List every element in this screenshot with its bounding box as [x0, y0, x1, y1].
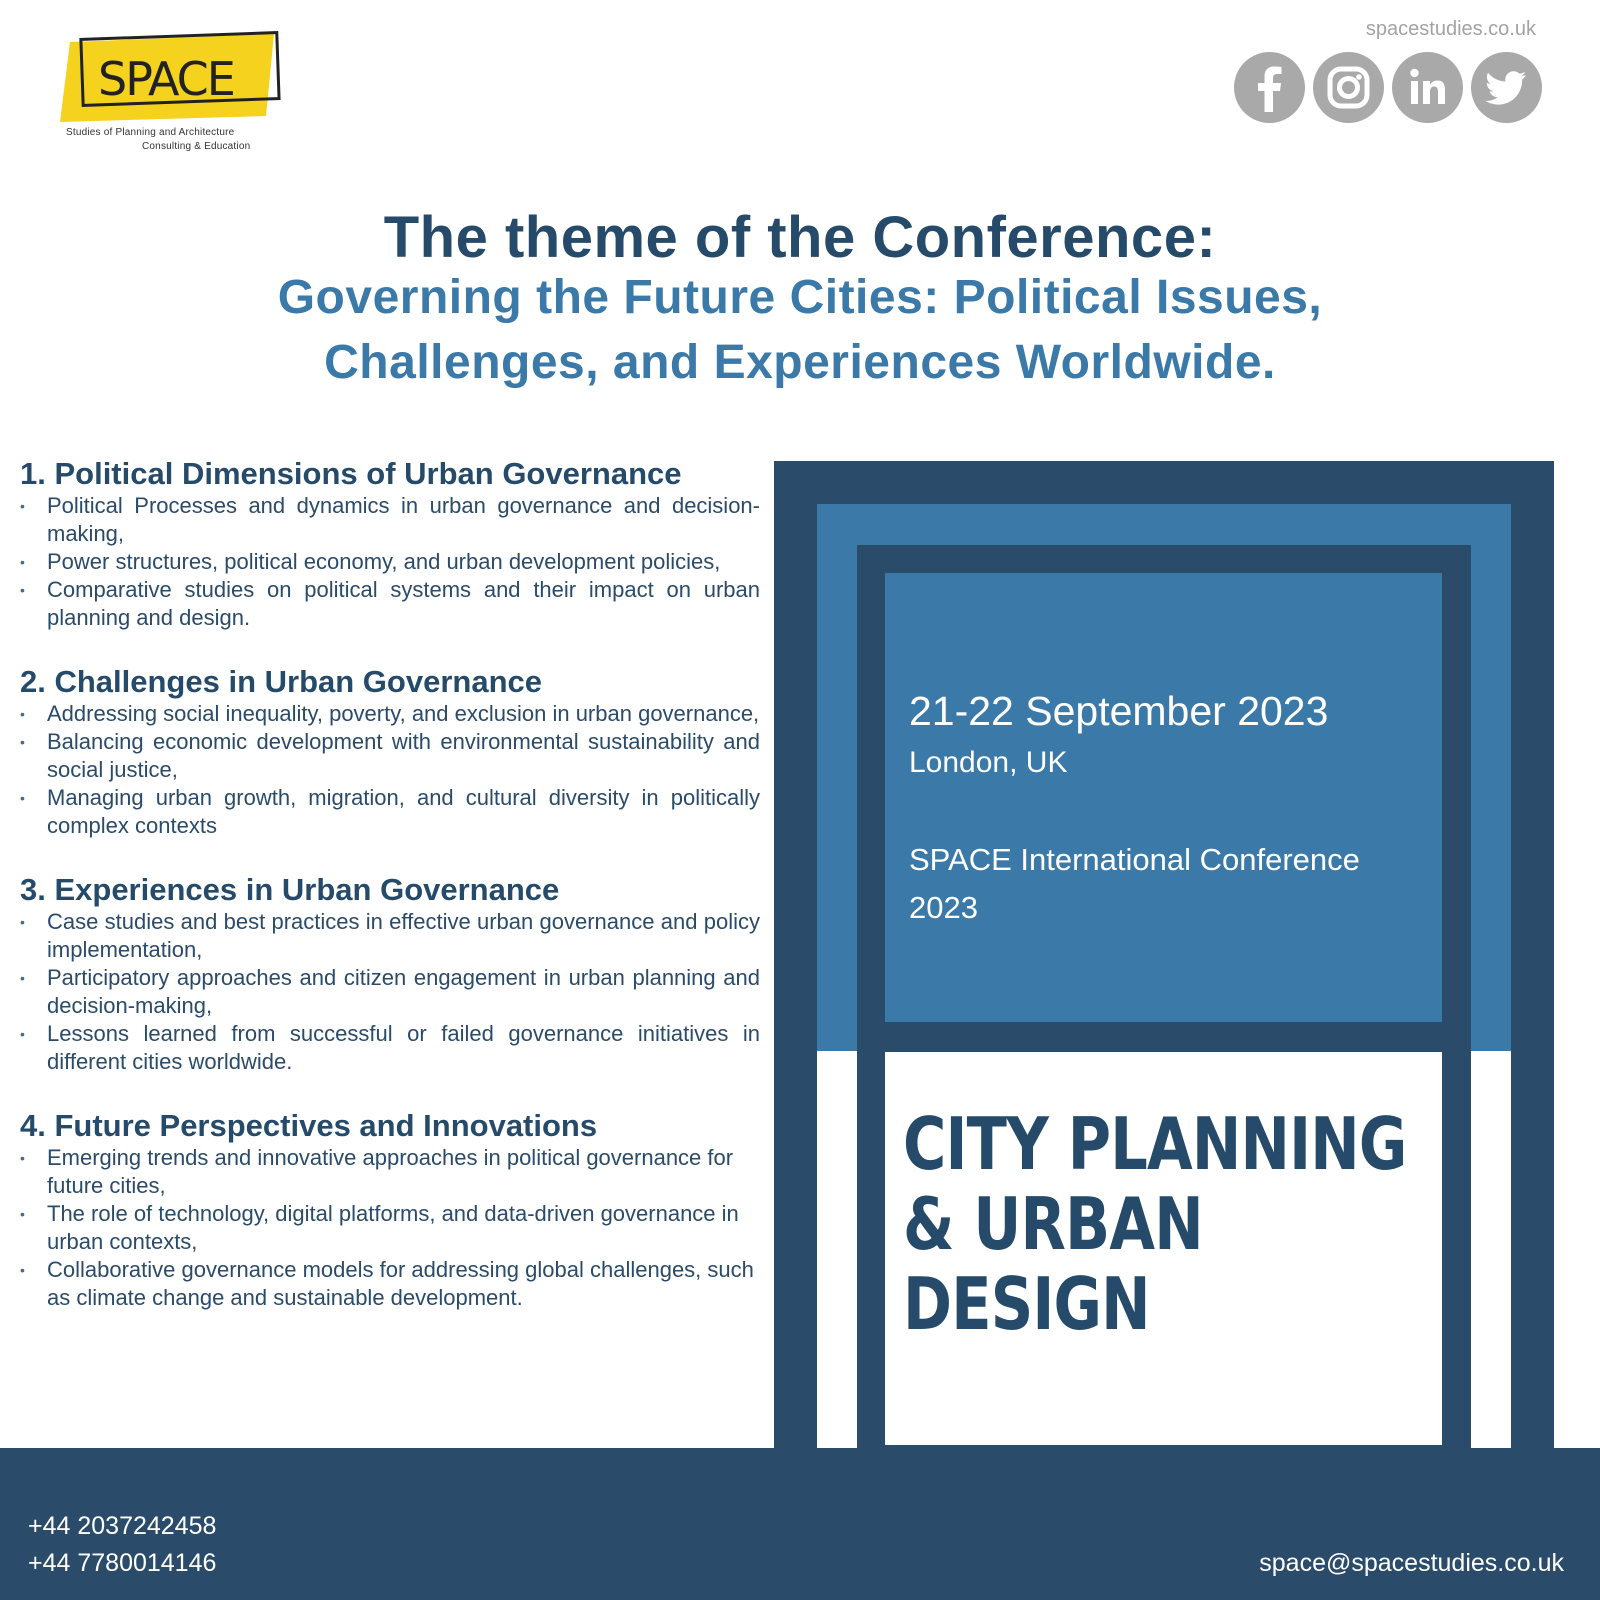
- topic-item: • Comparative studies on political systems and their impact on urban planning and design.: [20, 576, 760, 632]
- topic-title: 3. Experiences in Urban Governance: [20, 872, 560, 907]
- event-date: 21-22 September 2023: [909, 688, 1329, 734]
- instagram-icon[interactable]: [1313, 52, 1384, 123]
- event-name: SPACE International Conference 2023: [909, 842, 1360, 925]
- topic-item: • Participatory approaches and citizen engagement in urban planning and decision-making,: [20, 964, 760, 1020]
- email-link[interactable]: space@spacestudies.co.uk: [1259, 1549, 1564, 1577]
- topic-item: • Collaborative governance models for addressing global challenges, such as climate change and sustainable development.: [20, 1256, 760, 1312]
- social-links: [1234, 52, 1542, 123]
- phone-2[interactable]: +44 7780014146: [28, 1549, 217, 1577]
- topic-3: [20, 872, 760, 1076]
- topic-title: 4. Future Perspectives and Innovations: [20, 1108, 598, 1143]
- logo-word: SPACE: [98, 52, 234, 106]
- twitter-icon[interactable]: [1471, 52, 1542, 123]
- banner-title: [903, 1104, 1428, 1344]
- topics-list: [20, 456, 760, 1344]
- logo-tagline-1: Studies of Planning and Architecture: [66, 127, 235, 138]
- topic-item: • Political Processes and dynamics in urban governance and decision-making,: [20, 492, 760, 548]
- topic-2: [20, 664, 760, 840]
- topic-item: • Emerging trends and innovative approaches in political governance for future cities,: [20, 1144, 760, 1200]
- topic-item: • Balancing economic development with environmental sustainability and social justice,: [20, 728, 760, 784]
- facebook-icon[interactable]: [1234, 52, 1305, 123]
- topic-title: 2. Challenges in Urban Governance: [20, 664, 542, 699]
- phone-1[interactable]: +44 2037242458: [28, 1512, 217, 1540]
- topic-1: [20, 456, 760, 632]
- topic-item: • Power structures, political economy, and urban development policies,: [20, 548, 760, 576]
- event-location: London, UK: [909, 746, 1068, 779]
- logo-tagline-2: Consulting & Education: [142, 141, 251, 152]
- banner-line-1: CITY PLANNING: [903, 1102, 1407, 1186]
- topic-title: 1. Political Dimensions of Urban Governance: [20, 456, 682, 491]
- topic-item: • Lessons learned from successful or failed governance initiatives in different cities worldwide.: [20, 1020, 760, 1076]
- event-info-card: [885, 573, 1442, 1022]
- topic-item: • Case studies and best practices in effective urban governance and policy implementation,: [20, 908, 760, 964]
- site-url[interactable]: spacestudies.co.uk: [1365, 18, 1536, 40]
- theme-title-line-2: Challenges, and Experiences Worldwide.: [324, 336, 1276, 389]
- topic-4: [20, 1108, 760, 1312]
- space-logo: [60, 30, 290, 160]
- theme-heading: The theme of the Conference:: [383, 205, 1217, 270]
- banner-line-3: DESIGN: [903, 1262, 1150, 1346]
- topic-item: • Managing urban growth, migration, and cultural diversity in politically complex contexts: [20, 784, 760, 840]
- topic-item: • The role of technology, digital platforms, and data-driven governance in urban contexts,: [20, 1200, 760, 1256]
- linkedin-icon[interactable]: [1392, 52, 1463, 123]
- banner-line-2: & URBAN: [903, 1182, 1203, 1266]
- topic-item: • Addressing social inequality, poverty, and exclusion in urban governance,: [20, 700, 760, 728]
- theme-title-line-1: Governing the Future Cities: Political Issues,: [277, 271, 1323, 324]
